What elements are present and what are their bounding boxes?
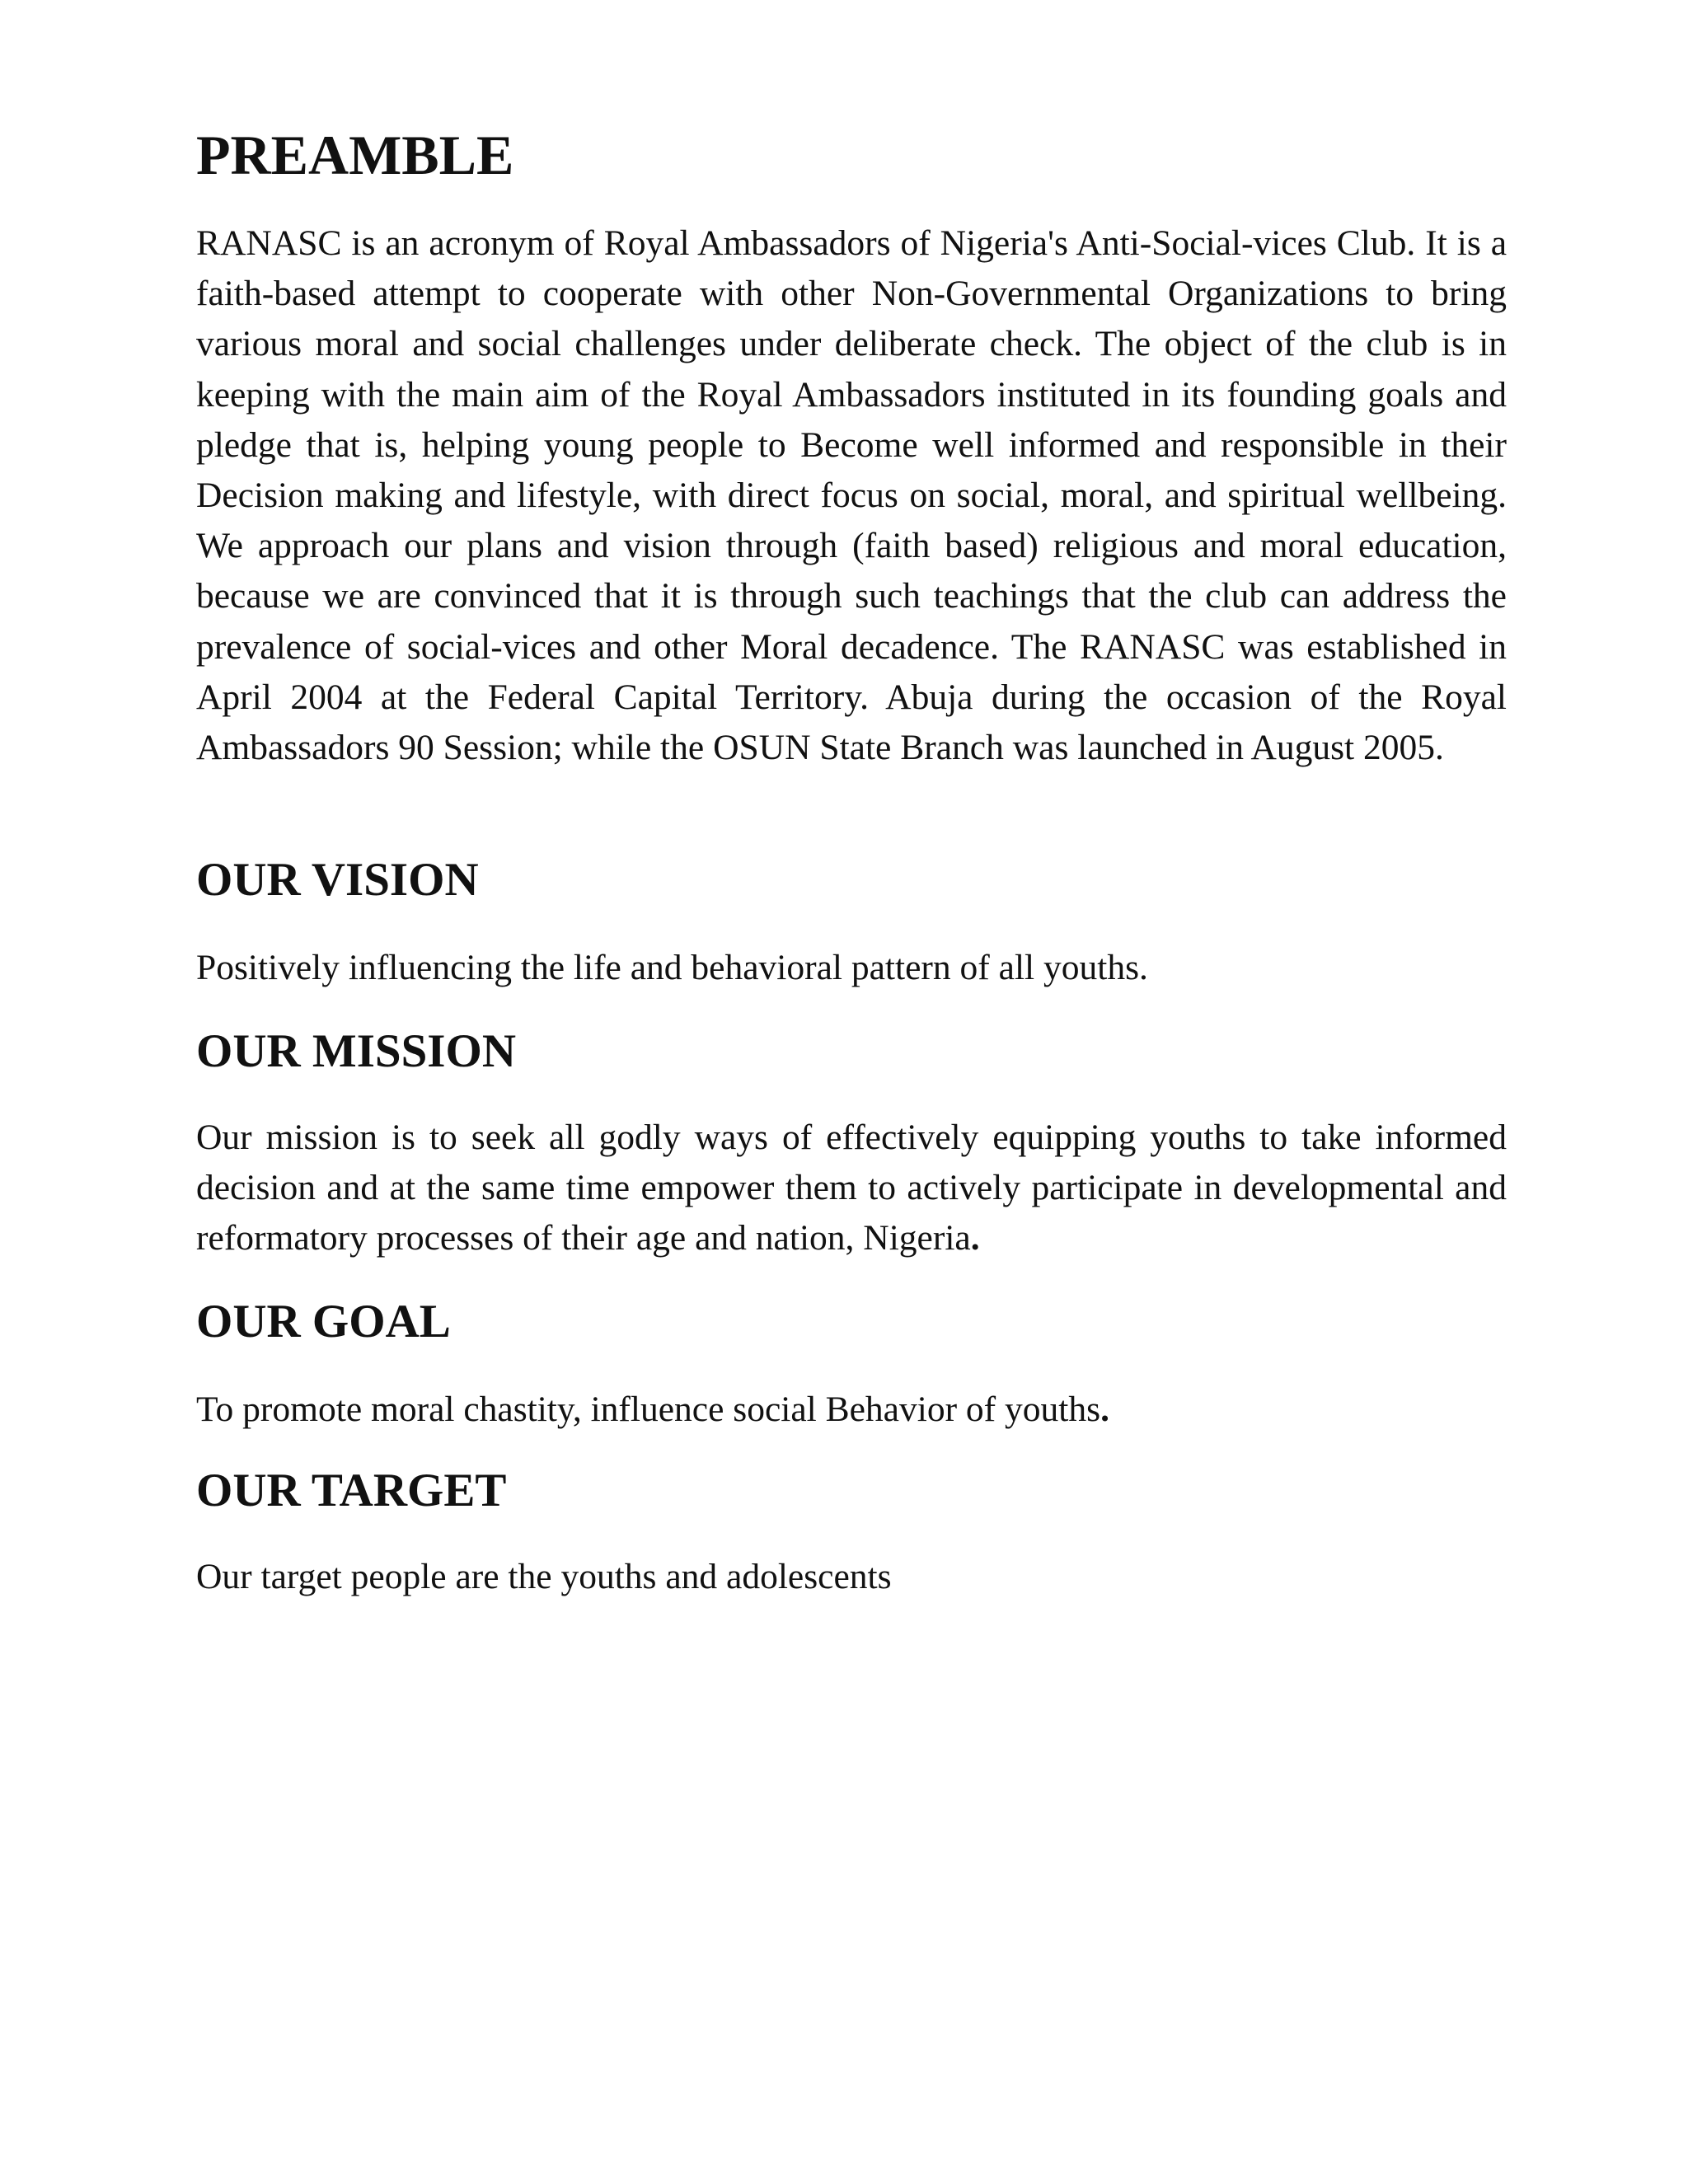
goal-heading: OUR GOAL xyxy=(196,1296,451,1347)
goal-text: To promote moral chastity, influence social Behavior of youths xyxy=(196,1390,1101,1429)
mission-heading: OUR MISSION xyxy=(196,1025,516,1077)
mission-paragraph xyxy=(196,1113,1507,1264)
mission-end-mark: . xyxy=(970,1218,980,1258)
target-heading: OUR TARGET xyxy=(196,1465,507,1516)
mission-text: Our mission is to seek all godly ways of effectively equipping youths to take informed decision and at the same time empower them to actively participate in developmental and reformatory processes of their age and nation, Nigeria xyxy=(196,1118,1507,1258)
goal-paragraph xyxy=(196,1385,1507,1435)
goal-end-mark: . xyxy=(1100,1390,1109,1429)
preamble-paragraph: RANASC is an acronym of Royal Ambassadors of Nigeria's Anti-Social-vices Club. It is a faith-based attempt to cooperate with other Non-Governmental Organizations to bring various moral and social challenges under deliberate check. The object of the club is in keeping with the main aim of the Royal Ambassadors instituted in its founding goals and pledge that is, helping young people to Become well informed and responsible in their Decision making and lifestyle, with direct focus on social, moral, and spiritual wellbeing. We approach our plans and vision through (faith based) religious and moral education, because we are convinced that it is through such teachings that the club can address the prevalence of social-vices and other Moral decadence. The RANASC was established in April 2004 at the Federal Capital Territory. Abuja during the occasion of the Royal Ambassadors 90 Session; while the OSUN State Branch was launched in August 2005. xyxy=(196,223,1507,768)
vision-paragraph: Positively influencing the life and behavioral pattern of all youths. xyxy=(196,948,1148,987)
vision-heading: OUR VISION xyxy=(196,854,479,906)
target-paragraph: Our target people are the youths and adolescents xyxy=(196,1557,892,1596)
preamble-heading: PREAMBLE xyxy=(196,124,514,186)
